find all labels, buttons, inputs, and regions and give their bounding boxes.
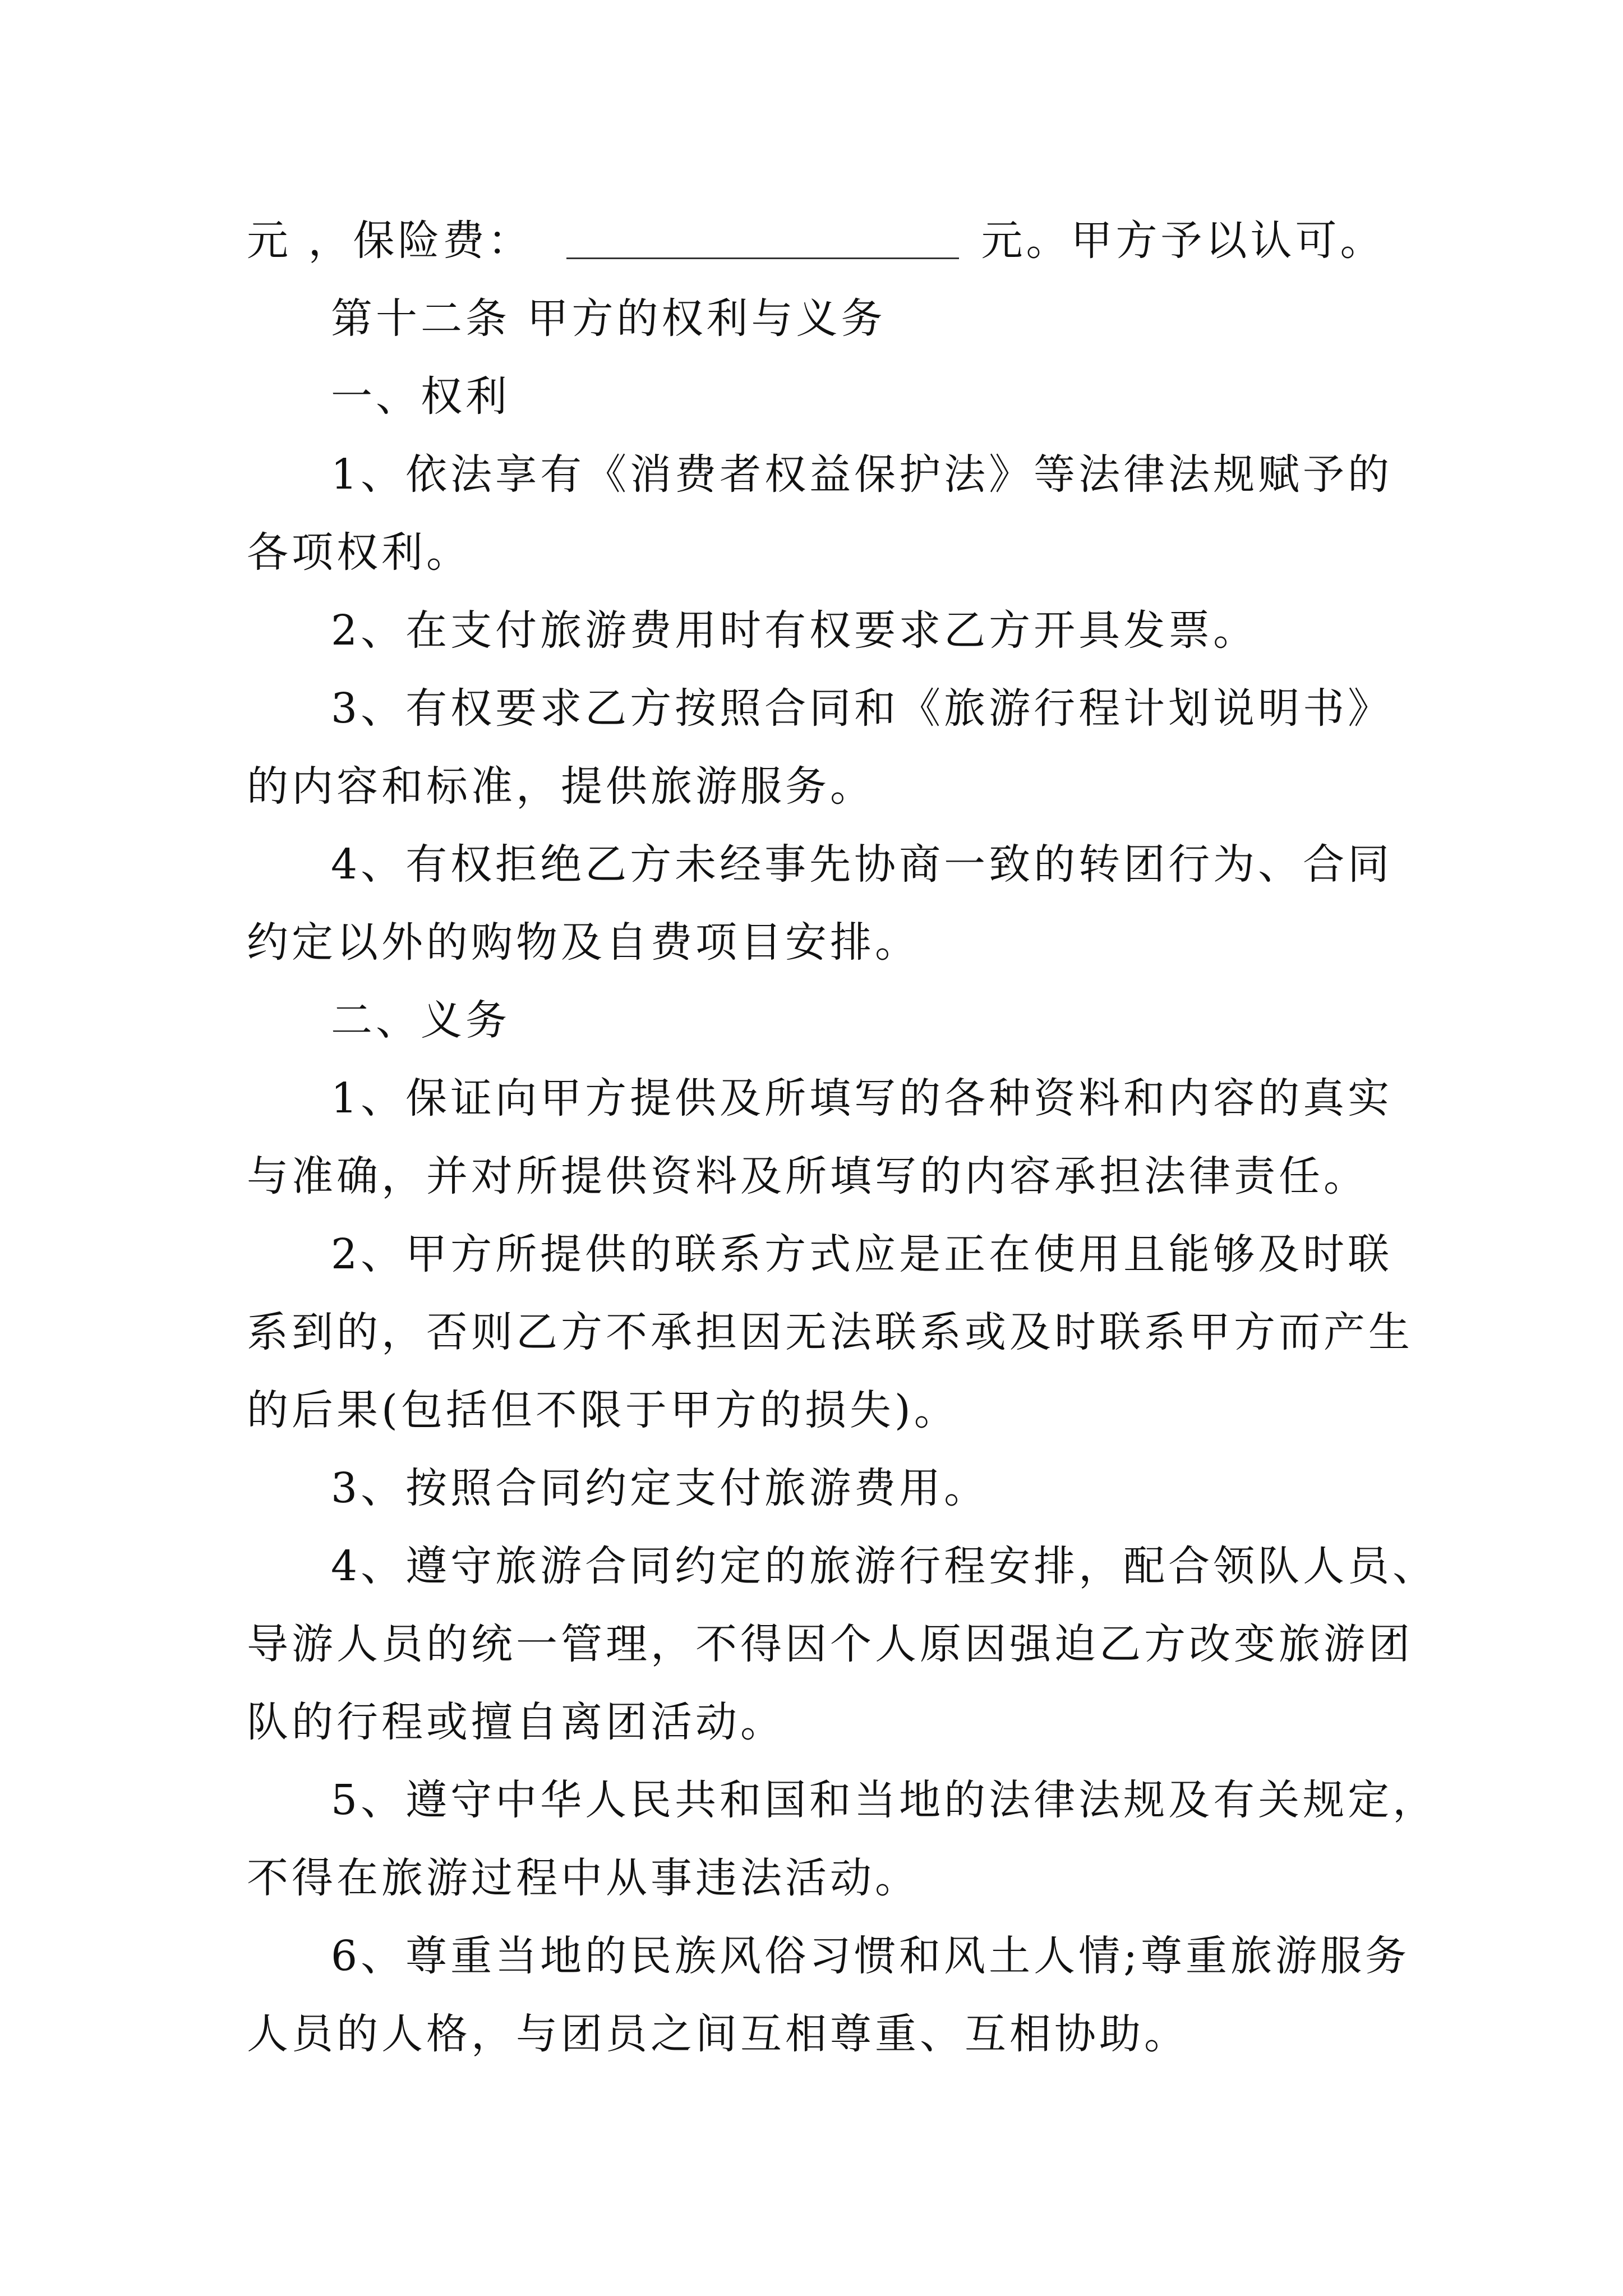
insurance-fee-blank	[566, 224, 959, 259]
obligation-4-line-1: 4、遵守旅游合同约定的旅游行程安排，配合领队人员、	[331, 1542, 1438, 1590]
obligation-4-line-2: 导游人员的统一管理，不得因个人原因强迫乙方改变旅游团	[247, 1620, 1413, 1668]
obligation-1-line-2: 与准确，并对所提供资料及所填写的内容承担法律责任。	[247, 1152, 1368, 1200]
obligation-5-line-1: 5、遵守中华人民共和国和当地的法律法规及有关规定，	[331, 1776, 1438, 1824]
rights-heading: 一、权利	[331, 372, 510, 421]
insurance-fee-line	[247, 202, 1391, 280]
right-4-line-1: 4、有权拒绝乙方未经事先协商一致的转团行为、合同	[331, 840, 1393, 889]
insurance-fee-label: 元 ，保险费：	[247, 217, 533, 265]
right-2: 2、在支付旅游费用时有权要求乙方开具发票。	[331, 606, 1258, 655]
right-3-line-1: 3、有权要求乙方按照合同和《旅游行程计划说明书》	[331, 684, 1393, 733]
obligation-1-line-1: 1、保证向甲方提供及所填写的各种资料和内容的真实	[331, 1074, 1393, 1122]
right-3-line-2: 的内容和标准，提供旅游服务。	[247, 762, 875, 811]
right-1-line-1: 1、依法享有《消费者权益保护法》等法律法规赋予的	[331, 450, 1393, 499]
insurance-fee-suffix: 元。甲方予以认可。	[981, 217, 1385, 265]
right-4-line-2: 约定以外的购物及自费项目安排。	[247, 918, 920, 967]
obligation-2-line-3: 的后果(包括但不限于甲方的损失)。	[247, 1386, 959, 1434]
obligations-heading: 二、义务	[331, 996, 510, 1045]
obligation-3: 3、按照合同约定支付旅游费用。	[331, 1464, 989, 1512]
obligation-2-line-1: 2、甲方所提供的联系方式应是正在使用且能够及时联	[331, 1230, 1393, 1278]
obligation-2-line-2: 系到的，否则乙方不承担因无法联系或及时联系甲方而产生	[247, 1308, 1413, 1356]
article-12-heading: 第十二条 甲方的权利与义务	[331, 295, 886, 343]
obligation-5-line-2: 不得在旅游过程中从事违法活动。	[247, 1854, 920, 1902]
right-1-line-2: 各项权利。	[247, 528, 471, 577]
obligation-6-line-2: 人员的人格，与团员之间互相尊重、互相协助。	[247, 2010, 1189, 2058]
obligation-6-line-1: 6、尊重当地的民族风俗习惯和风土人情;尊重旅游服务	[331, 1932, 1410, 1980]
contract-body	[247, 202, 1438, 2073]
obligation-4-line-3: 队的行程或擅自离团活动。	[247, 1698, 785, 1746]
